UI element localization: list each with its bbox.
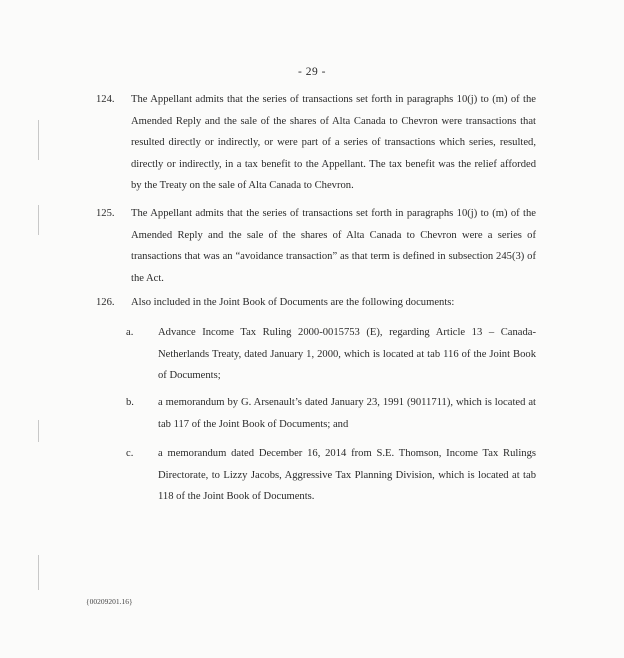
paragraph-number: 126. [96, 297, 115, 308]
paragraph-number: 124. [96, 94, 115, 105]
sub-item-text: a memorandum dated December 16, 2014 from S.E. Thomson, Income Tax Rulings Directorate, to Lizzy Jacobs, Aggressive Tax Planning Division, which is located at tab 118 of the Joint Book of Documents. [158, 448, 536, 502]
sub-item-letter: a. [126, 327, 134, 338]
paragraph-text: The Appellant admits that the series of transactions set forth in paragraphs 10(j) to (m) of the Amended Reply and the sale of the shares of Alta Canada to Chevron were transactions that resulted directly or indirectly, or were part of a series of transactions which series, resulted, directly or indirectly, in a tax benefit to the Appellant. The tax benefit was the relief afforded by the Treaty on the sale of Alta Canada to Chevron. [131, 94, 536, 191]
paragraph-text: Also included in the Joint Book of Documents are the following documents: [131, 297, 455, 308]
sub-item-letter: c. [126, 448, 134, 459]
paragraph-124 [96, 89, 536, 197]
scan-edge-mark [38, 205, 39, 235]
page-number: - 29 - [298, 66, 326, 78]
sub-item-a [126, 322, 536, 387]
paragraph-126 [96, 292, 536, 314]
sub-item-letter: b. [126, 397, 134, 408]
scan-edge-mark [38, 555, 39, 590]
document-reference-number: {00209201.16} [86, 597, 133, 606]
sub-item-text: a memorandum by G. Arsenault’s dated January 23, 1991 (9011711), which is located at tab 117 of the Joint Book of Documents; and [158, 397, 536, 430]
sub-item-text: Advance Income Tax Ruling 2000-0015753 (E), regarding Article 13 – Canada-Netherlands Treaty, dated January 1, 2000, which is located at tab 116 of the Joint Book of Documents; [158, 327, 536, 381]
sub-item-c [126, 443, 536, 508]
paragraph-text: The Appellant admits that the series of transactions set forth in paragraphs 10(j) to (m) of the Amended Reply and the sale of the shares of Alta Canada to Chevron were a series of transactions that was an “avoidance transaction” as that term is defined in subsection 245(3) of the Act. [131, 208, 536, 284]
scan-edge-mark [38, 120, 39, 160]
paragraph-number: 125. [96, 208, 115, 219]
sub-item-b [126, 392, 536, 435]
paragraph-125 [96, 203, 536, 289]
scan-edge-mark [38, 420, 39, 442]
